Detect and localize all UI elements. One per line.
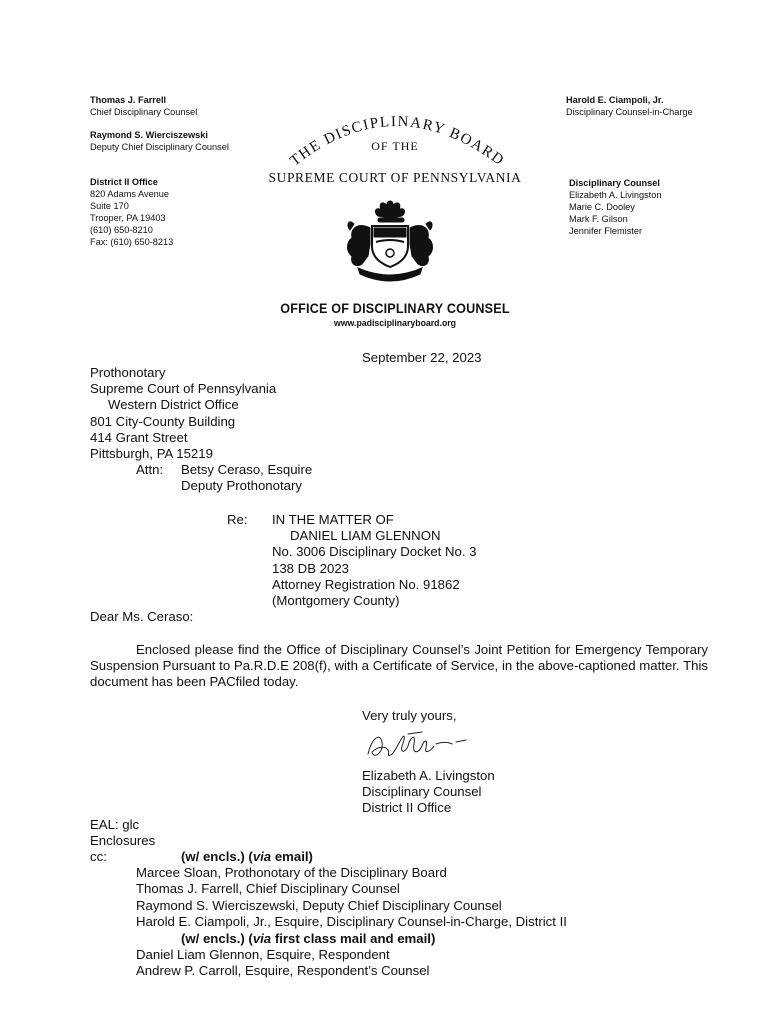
cc-recipient: Raymond S. Wierciszewski, Deputy Chief Disciplinary Counsel — [136, 897, 502, 913]
letterhead-left — [90, 94, 229, 248]
cc-label: cc: — [90, 849, 107, 865]
cc-group2-via: via — [252, 931, 272, 946]
address-line: 820 Adams Avenue — [90, 189, 170, 199]
fax: Fax: (610) 650-8213 — [90, 237, 174, 247]
cc-group2-post: first class mail and email) — [271, 931, 436, 946]
letter-date: September 22, 2023 — [362, 350, 482, 365]
re-line: (Montgomery County) — [272, 593, 400, 609]
initials: EAL: glc — [90, 817, 140, 832]
seal-court-name: SUPREME COURT OF PENNSYLVANIA — [268, 170, 522, 185]
recipient-line: 414 Grant Street — [90, 429, 188, 445]
chief-counsel-title: Chief Disciplinary Counsel — [90, 107, 198, 117]
counsel-name: Jennifer Flemister — [569, 226, 643, 236]
recipient-block — [90, 365, 276, 462]
attn-block — [181, 462, 312, 494]
counsel-name: Mark F. Gilson — [569, 214, 628, 224]
coat-of-arms-icon — [348, 201, 433, 281]
closing: Very truly yours, — [362, 708, 457, 723]
cc-group1-recipients — [136, 865, 567, 931]
letterhead-right-top — [566, 94, 693, 118]
office-title: OFFICE OF DISCIPLINARY COUNSEL — [280, 300, 510, 316]
handwritten-signature-icon — [362, 724, 472, 766]
salutation: Dear Ms. Ceraso: — [90, 609, 194, 624]
chief-counsel-name: Thomas J. Farrell — [90, 95, 167, 105]
attn-title: Deputy Prothonotary — [181, 478, 302, 494]
signer-office: District II Office — [362, 800, 452, 816]
recipient-line: Supreme Court of Pennsylvania — [90, 381, 277, 397]
body-paragraph: Enclosed please find the Office of Disciplinary Counsel’s Joint Petition for Emergency Temporary Suspension Pursuant to Pa.R.D.E 208(f), with a Certificate of Service, in the above-captioned matter. This document has been PACfiled today. — [90, 642, 708, 690]
footer-notes — [90, 817, 155, 866]
cc-recipient: Harold E. Ciampoli, Jr., Esquire, Disciplinary Counsel-in-Charge, District II — [136, 914, 567, 930]
counsel-name: Elizabeth A. Livingston — [569, 190, 662, 200]
recipient-line: Western District Office — [108, 397, 239, 413]
re-line: Attorney Registration No. 91862 — [272, 576, 460, 592]
counsel-in-charge-name: Harold E. Ciampoli, Jr. — [566, 95, 664, 105]
seal-arc-text: THE DISCIPLINARY BOARD — [287, 113, 508, 170]
re-line: 138 DB 2023 — [272, 560, 349, 576]
enclosures: Enclosures — [90, 833, 156, 849]
seal-of-the: OF THE — [371, 139, 419, 153]
recipient-line: Prothonotary — [90, 365, 166, 380]
re-block — [272, 512, 477, 609]
cc-group2-recipients — [136, 947, 429, 980]
recipient-line: Pittsburgh, PA 15219 — [90, 446, 213, 462]
cc-recipient: Marcee Sloan, Prothonotary of the Disciplinary Board — [136, 865, 447, 880]
recipient-line: 801 City-County Building — [90, 413, 236, 429]
office-name: District II Office — [90, 177, 158, 187]
cc-recipient: Andrew P. Carroll, Esquire, Respondent’s Counsel — [136, 963, 430, 979]
letterhead-right-counsel — [569, 177, 661, 237]
cc-group1-pre: (w/ encls.) ( — [181, 849, 253, 864]
re-line: IN THE MATTER OF — [272, 512, 394, 527]
website-link[interactable]: www.padisciplinaryboard.org — [333, 318, 457, 329]
signature — [362, 724, 472, 766]
deputy-counsel-title: Deputy Chief Disciplinary Counsel — [90, 142, 229, 152]
deputy-counsel-name: Raymond S. Wierciszewski — [90, 130, 208, 140]
signer-name: Elizabeth A. Livingston — [362, 768, 495, 783]
address-line: Suite 170 — [90, 201, 129, 211]
cc-group2-pre: (w/ encls.) ( — [181, 931, 253, 946]
signer-title: Disciplinary Counsel — [362, 784, 482, 800]
counsel-in-charge-title: Disciplinary Counsel-in-Charge — [566, 107, 693, 117]
cc-group1-post: email) — [271, 849, 313, 864]
cc-group1-via: via — [252, 849, 272, 864]
counsel-name: Marie C. Dooley — [569, 202, 635, 212]
attn-name: Betsy Ceraso, Esquire — [181, 462, 313, 477]
cc-recipient: Thomas J. Farrell, Chief Disciplinary Counsel — [136, 881, 400, 897]
re-label: Re: — [227, 512, 248, 527]
re-line: DANIEL LIAM GLENNON — [290, 528, 441, 544]
cc-recipient: Daniel Liam Glennon, Esquire, Respondent — [136, 947, 390, 962]
counsel-heading: Disciplinary Counsel — [569, 178, 660, 188]
cc-group2-heading — [181, 931, 435, 947]
attn-label: Attn: — [136, 462, 164, 477]
address-line: Trooper, PA 19403 — [90, 213, 166, 223]
re-line: No. 3006 Disciplinary Docket No. 3 — [272, 544, 477, 560]
phone: (610) 650-8210 — [90, 225, 153, 235]
signer-block — [362, 768, 495, 817]
cc-group1-heading — [181, 849, 313, 865]
